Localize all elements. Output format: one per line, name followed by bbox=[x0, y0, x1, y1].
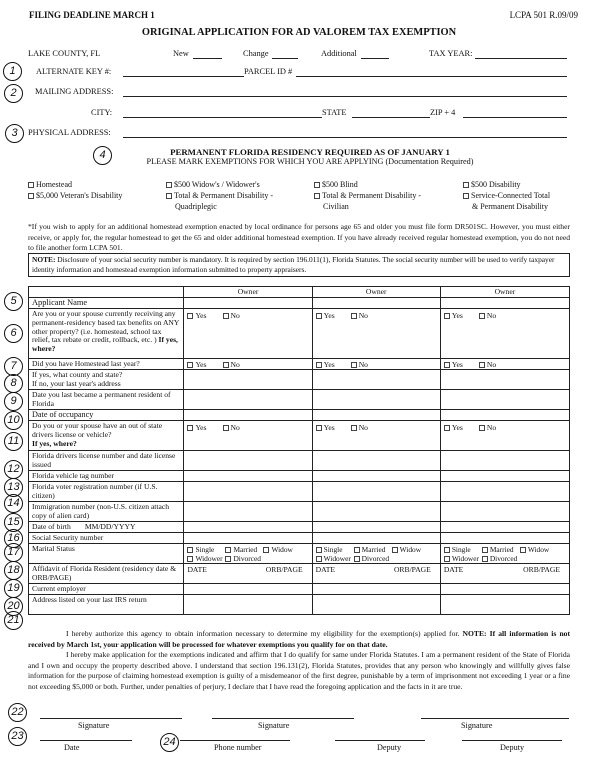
marital-married[interactable]: Married bbox=[482, 545, 520, 554]
owner-header: Owner bbox=[313, 287, 441, 297]
perjury-text: I hereby make application for the exemptions indicated and affirm that I do qualify for same under Florida Statutes. I am a permanent resident of the State of Florida and I own and occupy the property described above. I understand that section 196.131(2), Florida Statutes, provides that any person who knowingly and willfully gives false information for the purpose of claiming homestead exemption is guilty of a misdemeanor of the first degree, punishable by a term of imprisonment not exceeding 1 year or a fine not exceeding $5,000 or both. Further, under penalties of perjury, I declare that I have read the foregoing application and the facts in it are true. bbox=[28, 650, 570, 691]
no-option[interactable]: No bbox=[223, 423, 240, 432]
deputy-line-2[interactable] bbox=[462, 740, 562, 741]
deputy-label-1: Deputy bbox=[377, 743, 402, 752]
checkbox[interactable] bbox=[166, 193, 172, 199]
phone-line[interactable] bbox=[180, 740, 290, 741]
receiving-cell bbox=[313, 309, 441, 358]
exemption-disability[interactable]: $500 Disability bbox=[463, 179, 550, 190]
table-row-irs: Address listed on your last IRS return bbox=[29, 594, 569, 614]
table-row-homestead: Did you have Homestead last year? Yes No Yes No Yes No bbox=[29, 358, 569, 369]
affidavit-cell[interactable]: DATE ORB/PAGE bbox=[443, 565, 560, 574]
marker-circle: 11 bbox=[4, 432, 23, 451]
marker-circle: 9 bbox=[4, 392, 23, 411]
marker-circle: 7 bbox=[4, 357, 23, 376]
exemption-veteran[interactable]: $5,000 Veteran's Disability bbox=[28, 190, 122, 201]
marker-circle: 4 bbox=[93, 146, 112, 165]
date-label: Date bbox=[64, 743, 80, 752]
exemption-homestead[interactable]: Homestead bbox=[28, 179, 122, 190]
ssn-cell[interactable] bbox=[313, 533, 441, 543]
dob-cell[interactable] bbox=[313, 522, 441, 532]
yes-option[interactable]: Yes bbox=[316, 360, 335, 369]
no-option[interactable]: No bbox=[351, 311, 368, 320]
tax-year-field[interactable] bbox=[475, 58, 567, 59]
table-row-fl-license: Florida drivers license number and date license issued bbox=[29, 450, 569, 470]
immigration-cell[interactable] bbox=[313, 502, 441, 521]
checkbox[interactable] bbox=[463, 193, 469, 199]
table-row-receiving: Are you or your spouse currently receiving any permanent-residency based tax benefits on ANY other property? (i.e. homestead, school tax relief, tax rebate or credit, rollback, etc. ) If yes, where? Yes No Yes No Yes No bbox=[29, 308, 569, 358]
marital-widower[interactable]: Widower bbox=[316, 554, 354, 563]
deputy-line-1[interactable] bbox=[335, 740, 425, 741]
table-row-resident-date: Date you last became a permanent resident of Florida bbox=[29, 389, 569, 409]
residency-heading: PERMANENT FLORIDA RESIDENCY REQUIRED AS OF JANUARY 1 bbox=[170, 147, 450, 157]
residency-instructions: PLEASE MARK EXEMPTIONS FOR WHICH YOU ARE APPLYING (Documentation Required) bbox=[146, 157, 474, 166]
irs-cell[interactable] bbox=[313, 595, 441, 614]
alternate-key-field[interactable] bbox=[123, 76, 244, 77]
marital-single[interactable]: Single bbox=[444, 545, 482, 554]
voter-cell[interactable] bbox=[313, 482, 441, 501]
dob-cell[interactable] bbox=[184, 522, 312, 532]
receiving-cell bbox=[441, 309, 569, 358]
applicant-name-cell[interactable] bbox=[184, 298, 312, 308]
checkbox[interactable] bbox=[28, 193, 34, 199]
marital-widower[interactable]: Widower bbox=[187, 554, 225, 563]
no-option[interactable]: No bbox=[479, 360, 496, 369]
table-row-immigration: Immigration number (non-U.S. citizen attach copy of alien card) bbox=[29, 501, 569, 521]
employer-cell[interactable] bbox=[313, 584, 441, 594]
checkbox[interactable] bbox=[314, 182, 320, 188]
marital-widow[interactable]: Widow bbox=[520, 545, 558, 554]
irs-cell[interactable] bbox=[441, 595, 569, 614]
marker-circle: 19 bbox=[4, 579, 23, 598]
marker-circle: 22 bbox=[8, 703, 27, 722]
marker-circle: 17 bbox=[4, 543, 23, 562]
affidavit-cell[interactable]: DATE ORB/PAGE bbox=[313, 564, 441, 583]
marker-circle: 13 bbox=[4, 478, 23, 497]
state-label: STATE bbox=[322, 108, 347, 117]
zip-label: ZIP + 4 bbox=[430, 108, 456, 117]
mailing-address-label: MAILING ADDRESS: bbox=[35, 87, 114, 96]
tax-year-label: TAX YEAR: bbox=[429, 49, 473, 58]
table-header-row bbox=[29, 287, 569, 297]
employer-cell[interactable] bbox=[184, 584, 312, 594]
authorization-text: I hereby authorize this agency to obtain information necessary to determine my eligibility for the exemption(s) applied for. NOTE: If all information is not received by March 1st, your application will be processed for whatever exemptions you qualify for on that date. bbox=[28, 629, 570, 649]
dob-cell[interactable] bbox=[441, 522, 569, 532]
marker-circle: 8 bbox=[4, 374, 23, 393]
physical-address-label: PHYSICAL ADDRESS: bbox=[28, 128, 111, 137]
immigration-cell[interactable] bbox=[184, 502, 312, 521]
signature-line-1[interactable] bbox=[40, 718, 182, 719]
marker-circle: 1 bbox=[3, 62, 22, 81]
yes-option[interactable]: Yes bbox=[316, 311, 335, 320]
yes-option[interactable]: Yes bbox=[444, 423, 463, 432]
form-code: LCPA 501 R.09/09 bbox=[509, 10, 578, 20]
voter-cell[interactable] bbox=[441, 482, 569, 501]
yes-option[interactable]: Yes bbox=[187, 311, 206, 320]
marker-circle: 5 bbox=[4, 292, 23, 311]
resident-date-cell[interactable] bbox=[184, 390, 312, 409]
applicant-table bbox=[28, 286, 570, 615]
signature-line-2[interactable] bbox=[212, 718, 354, 719]
yes-option[interactable]: Yes bbox=[444, 311, 463, 320]
marital-divorced[interactable]: Divorced bbox=[482, 554, 520, 563]
signature-label-1: Signature bbox=[78, 721, 110, 730]
marital-divorced[interactable]: Divorced bbox=[225, 554, 263, 563]
exemption-widow[interactable]: $500 Widow's / Widower's bbox=[166, 179, 273, 190]
checkbox[interactable] bbox=[463, 182, 469, 188]
exemption-quadriplegic-cont: Quadriplegic bbox=[175, 202, 217, 211]
parcel-id-label: PARCEL ID # bbox=[244, 67, 293, 76]
fl-license-cell[interactable] bbox=[184, 451, 312, 470]
checkbox[interactable] bbox=[28, 182, 34, 188]
irs-cell[interactable] bbox=[184, 595, 312, 614]
vehicle-tag-cell[interactable] bbox=[441, 471, 569, 481]
additional-label: Additional bbox=[321, 49, 357, 58]
no-option[interactable]: No bbox=[351, 360, 368, 369]
immigration-cell[interactable] bbox=[441, 502, 569, 521]
exemption-quadriplegic[interactable]: Total & Permanent Disability - bbox=[166, 190, 273, 201]
marital-married[interactable]: Married bbox=[354, 545, 392, 554]
marital-cell bbox=[441, 544, 569, 563]
table-row-affidavit: Affidavit of Florida Resident (residency date & ORB/PAGE) DATE ORB/PAGE DATE ORB/PAGE DATE ORB/PAGE bbox=[29, 563, 569, 583]
additional-field[interactable] bbox=[361, 58, 389, 59]
new-label: New bbox=[173, 49, 189, 58]
change-label: Change bbox=[243, 49, 269, 58]
marital-married[interactable]: Married bbox=[225, 545, 263, 554]
ssn-cell[interactable] bbox=[184, 533, 312, 543]
employer-cell[interactable] bbox=[441, 584, 569, 594]
date-line[interactable] bbox=[40, 740, 132, 741]
exemption-col-3 bbox=[314, 179, 421, 212]
form-title: ORIGINAL APPLICATION FOR AD VALOREM TAX EXEMPTION bbox=[141, 27, 457, 38]
occupancy-cell[interactable] bbox=[184, 410, 312, 420]
change-field[interactable] bbox=[272, 58, 298, 59]
marital-widow[interactable]: Widow bbox=[263, 545, 301, 554]
table-row-voter: Florida voter registration number (if U.S. citizen) bbox=[29, 481, 569, 501]
marker-circle: 10 bbox=[4, 411, 23, 430]
vehicle-tag-cell[interactable] bbox=[184, 471, 312, 481]
table-row-dob: Date of birth MM/DD/YYYY bbox=[29, 521, 569, 532]
fl-license-cell[interactable] bbox=[313, 451, 441, 470]
marker-circle: 12 bbox=[4, 460, 23, 479]
signature-line-3[interactable] bbox=[421, 718, 569, 719]
no-option[interactable]: No bbox=[479, 311, 496, 320]
deputy-label-2: Deputy bbox=[500, 743, 525, 752]
resident-date-cell[interactable] bbox=[313, 390, 441, 409]
table-row-employer: Current employer bbox=[29, 583, 569, 594]
mailing-address-field[interactable] bbox=[123, 96, 567, 97]
marker-circle: 24 bbox=[160, 733, 179, 752]
exemption-civilian-cont: Civilian bbox=[323, 202, 349, 211]
ssn-note bbox=[28, 253, 570, 277]
voter-cell[interactable] bbox=[184, 482, 312, 501]
marital-widow[interactable]: Widow bbox=[392, 545, 430, 554]
city-field[interactable] bbox=[123, 117, 322, 118]
signature-label-3: Signature bbox=[461, 721, 493, 730]
exemption-col-4 bbox=[463, 179, 550, 212]
occupancy-cell[interactable] bbox=[441, 410, 569, 420]
fl-license-cell[interactable] bbox=[441, 451, 569, 470]
ssn-note-text: Disclosure of your social security number is mandatory. It is required by section 196.011(1), Florida Statutes. The social security number will be used to verify taxpayer identity information and homestead exemption information submitted to property appraisers. bbox=[32, 255, 555, 274]
marker-circle: 3 bbox=[5, 124, 24, 143]
marital-single[interactable]: Single bbox=[316, 545, 354, 554]
marital-cell bbox=[184, 544, 312, 563]
table-row-applicant-name: Applicant Name bbox=[29, 297, 569, 308]
parcel-id-field[interactable] bbox=[296, 76, 567, 77]
phone-label: Phone number bbox=[214, 743, 262, 752]
vehicle-tag-cell[interactable] bbox=[313, 471, 441, 481]
table-row-out-of-state: Do you or your spouse have an out of state drivers license or vehicle? If yes, where? Yes No Yes No Yes No bbox=[29, 420, 569, 450]
city-label: CITY: bbox=[91, 108, 113, 117]
no-option[interactable]: No bbox=[351, 423, 368, 432]
physical-address-field[interactable] bbox=[123, 137, 567, 138]
state-field[interactable] bbox=[352, 117, 430, 118]
alternate-key-label: ALTERNATE KEY #: bbox=[36, 67, 112, 76]
applicant-name-cell[interactable] bbox=[313, 298, 441, 308]
yes-option[interactable]: Yes bbox=[444, 360, 463, 369]
ssn-cell[interactable] bbox=[441, 533, 569, 543]
exemption-blind[interactable]: $500 Blind bbox=[314, 179, 421, 190]
marker-circle: 15 bbox=[4, 513, 23, 532]
marker-circle: 20 bbox=[4, 597, 23, 616]
owner-header: Owner bbox=[494, 287, 516, 296]
ssn-note-label: NOTE: bbox=[32, 255, 56, 264]
receiving-cell bbox=[184, 309, 312, 358]
table-row-occupancy: Date of occupancy bbox=[29, 409, 569, 420]
county-cell[interactable] bbox=[441, 370, 569, 389]
table-row-marital: Marital Status Single Married Widow Widower Divorced Single Married Widow Widower Divorced Single Married Widow Widower Divorced bbox=[29, 543, 569, 563]
marital-single[interactable]: Single bbox=[187, 545, 225, 554]
age-65-note: *If you wish to apply for an additional homestead exemption enacted by local ordinance for persons age 65 and older you must file form DR501SC. However, you must either receive, or apply for, the regular homestead to get the 65 and older additional homestead exemption. If you have already received regular homestead exemption, you do not need to file another form LCPA 501. bbox=[28, 222, 570, 252]
marker-circle: 18 bbox=[4, 561, 23, 580]
checkbox[interactable] bbox=[166, 182, 172, 188]
marker-circle: 14 bbox=[4, 494, 23, 513]
no-option[interactable]: No bbox=[223, 311, 240, 320]
marital-divorced[interactable]: Divorced bbox=[354, 554, 392, 563]
yes-option[interactable]: Yes bbox=[316, 423, 335, 432]
checkbox[interactable] bbox=[314, 193, 320, 199]
signature-label-2: Signature bbox=[258, 721, 290, 730]
zip-field[interactable] bbox=[463, 117, 567, 118]
new-field[interactable] bbox=[193, 58, 222, 59]
table-row-ssn: Social Security number bbox=[29, 532, 569, 543]
exemption-col-2 bbox=[166, 179, 273, 212]
filing-deadline: FILING DEADLINE MARCH 1 bbox=[29, 10, 155, 20]
exemption-civilian[interactable]: Total & Permanent Disability - bbox=[314, 190, 421, 201]
no-option[interactable]: No bbox=[223, 360, 240, 369]
yes-option[interactable]: Yes bbox=[187, 423, 206, 432]
marker-circle: 21 bbox=[4, 611, 23, 630]
county: LAKE COUNTY, FL bbox=[28, 49, 101, 58]
occupancy-cell[interactable] bbox=[313, 410, 441, 420]
affidavit-cell[interactable]: DATE ORB/PAGE bbox=[184, 564, 312, 583]
county-cell[interactable] bbox=[313, 370, 441, 389]
exemption-col-1 bbox=[28, 179, 122, 201]
marker-circle: 6 bbox=[4, 324, 23, 343]
county-cell[interactable] bbox=[184, 370, 312, 389]
exemption-service-connected-cont: & Permanent Disability bbox=[472, 202, 548, 211]
resident-date-cell[interactable] bbox=[441, 390, 569, 409]
marker-circle: 16 bbox=[4, 529, 23, 548]
yes-option[interactable]: Yes bbox=[187, 360, 206, 369]
exemption-service-connected[interactable]: Service-Connected Total bbox=[463, 190, 550, 201]
owner-header: Owner bbox=[184, 287, 312, 297]
marker-circle: 2 bbox=[4, 84, 23, 103]
marker-circle: 23 bbox=[8, 727, 27, 746]
applicant-name-cell[interactable] bbox=[441, 298, 569, 308]
marital-cell bbox=[313, 544, 441, 563]
table-row-vehicle-tag: Florida vehicle tag number bbox=[29, 470, 569, 481]
marital-widower[interactable]: Widower bbox=[444, 554, 482, 563]
no-option[interactable]: No bbox=[479, 423, 496, 432]
table-row-county: If yes, what county and state? If no, your last year's address bbox=[29, 369, 569, 389]
